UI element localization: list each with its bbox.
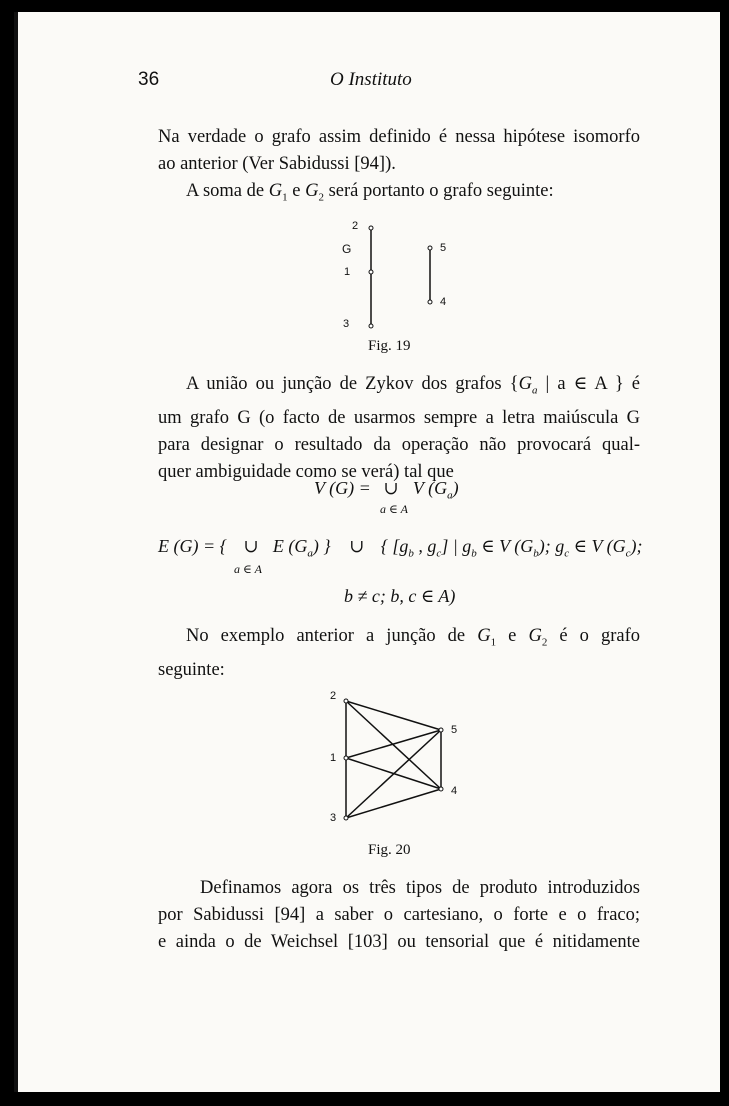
vertex-label-5: 5 (451, 724, 458, 736)
vertex-label-4: 4 (451, 785, 458, 797)
math-subscript: 2 (541, 636, 548, 649)
vertex-label-3: 3 (343, 318, 350, 330)
formula-1-rhs: V (G (412, 478, 448, 498)
page-number: 36 (138, 69, 160, 90)
formula-2-lhs: E (G) = { (158, 536, 227, 556)
paragraph-1-line-2: ao anterior (Ver Sabidussi [94]). (158, 154, 396, 174)
edge-2-5 (346, 701, 441, 730)
vertex-2 (344, 699, 348, 703)
vertex-label-1: 1 (330, 752, 337, 764)
formula-1-lhs: V (G) = (314, 478, 371, 498)
paragraph-3-line-3: para designar o resultado da operação não provocará qual- (158, 434, 640, 455)
math-symbol: G (305, 181, 319, 201)
formula-2-index: a ∈ A (234, 562, 262, 576)
text-segment: ] | g (441, 536, 472, 556)
paragraph-5 (158, 875, 640, 956)
text-segment: ∈ V (G (569, 536, 626, 556)
formula-2-line-2: b ≠ c; b, c ∈ A) (344, 586, 456, 606)
formula-1-index: a ∈ A (380, 502, 408, 516)
vertex-5 (439, 728, 443, 732)
text-segment: e (287, 181, 306, 201)
text-segment: será portanto o grafo seguinte: (323, 181, 554, 201)
math-symbol: G (268, 181, 283, 201)
math-subscript: c (625, 547, 631, 560)
math-subscript: 2 (318, 191, 324, 204)
math-subscript: b (408, 547, 414, 560)
math-subscript: c (436, 547, 442, 560)
graph-label-G: G (342, 242, 352, 256)
text-segment: ); (630, 536, 643, 556)
math-subscript: b (533, 547, 539, 560)
running-title: O Instituto (330, 69, 412, 90)
union-symbol: ∪ (383, 478, 399, 498)
union-symbol-2: ∪ (349, 536, 365, 556)
math-symbol: G (477, 626, 491, 646)
text-segment: No exemplo anterior a junção de (186, 626, 478, 646)
paragraph-5-line-2: por Sabidussi [94] a saber o cartesiano, o forte e o fraco; (158, 905, 640, 925)
math-subscript: b (471, 547, 477, 560)
formula-2-term1: E (G (272, 536, 308, 556)
edge-2-4 (346, 701, 441, 789)
formula-1-close: ) (452, 478, 459, 498)
math-subscript: a (307, 547, 313, 560)
vertex-label-3: 3 (330, 812, 337, 824)
edge-3-5 (346, 730, 441, 818)
vertex-label-1: 1 (344, 266, 351, 278)
vertex-label-2: 2 (330, 690, 337, 702)
text-segment: A soma de (186, 181, 269, 201)
vertex-3 (344, 816, 348, 820)
vertex-label-5: 5 (440, 242, 447, 254)
paragraph-5-line-3: e ainda o de Weichsel [103] ou tensorial que é nitidamente (158, 932, 640, 952)
figure-20-caption: Fig. 20 (368, 842, 411, 858)
math-subscript: a (447, 489, 453, 502)
edge-3-4 (346, 789, 441, 818)
vertex-4 (439, 787, 443, 791)
text-segment: e (496, 626, 529, 646)
union-symbol-1: ∪ (243, 536, 259, 556)
vertex-label-4: 4 (440, 296, 447, 308)
math-subscript: 1 (490, 636, 497, 649)
math-subscript: c (564, 547, 570, 560)
paragraph-1-line-1: Na verdade o grafo assim definido é nessa hipótese isomorfo (158, 127, 640, 147)
text-segment: ); g (538, 536, 565, 556)
vertex-label-2: 2 (352, 220, 359, 232)
text-segment: | a ∈ A } é (537, 374, 640, 394)
paragraph-4-line-2: seguinte: (158, 659, 225, 680)
formula-2-set: { [g (380, 536, 409, 556)
vertex-1 (344, 756, 348, 760)
math-subscript: 1 (282, 191, 288, 204)
paragraph-3-line-2: um grafo G (o facto de usarmos sempre a letra maiúscula G (158, 407, 640, 428)
math-symbol: G (518, 374, 532, 394)
math-subscript: a (531, 384, 538, 397)
paragraph-5-line-1: Definamos agora os três tipos de produto introduzidos (200, 878, 640, 898)
paragraph-3-line-4: quer ambiguidade como se verá) tal que (158, 461, 454, 482)
text-segment: é o grafo (547, 626, 640, 646)
math-symbol: G (528, 626, 542, 646)
text-segment: , g (413, 536, 437, 556)
text-segment: A união ou junção de Zykov dos grafos { (186, 374, 519, 394)
formula-2-term1-close: ) } (312, 536, 331, 556)
text-segment: ∈ V (G (476, 536, 534, 556)
figure-19-caption: Fig. 19 (368, 338, 411, 354)
